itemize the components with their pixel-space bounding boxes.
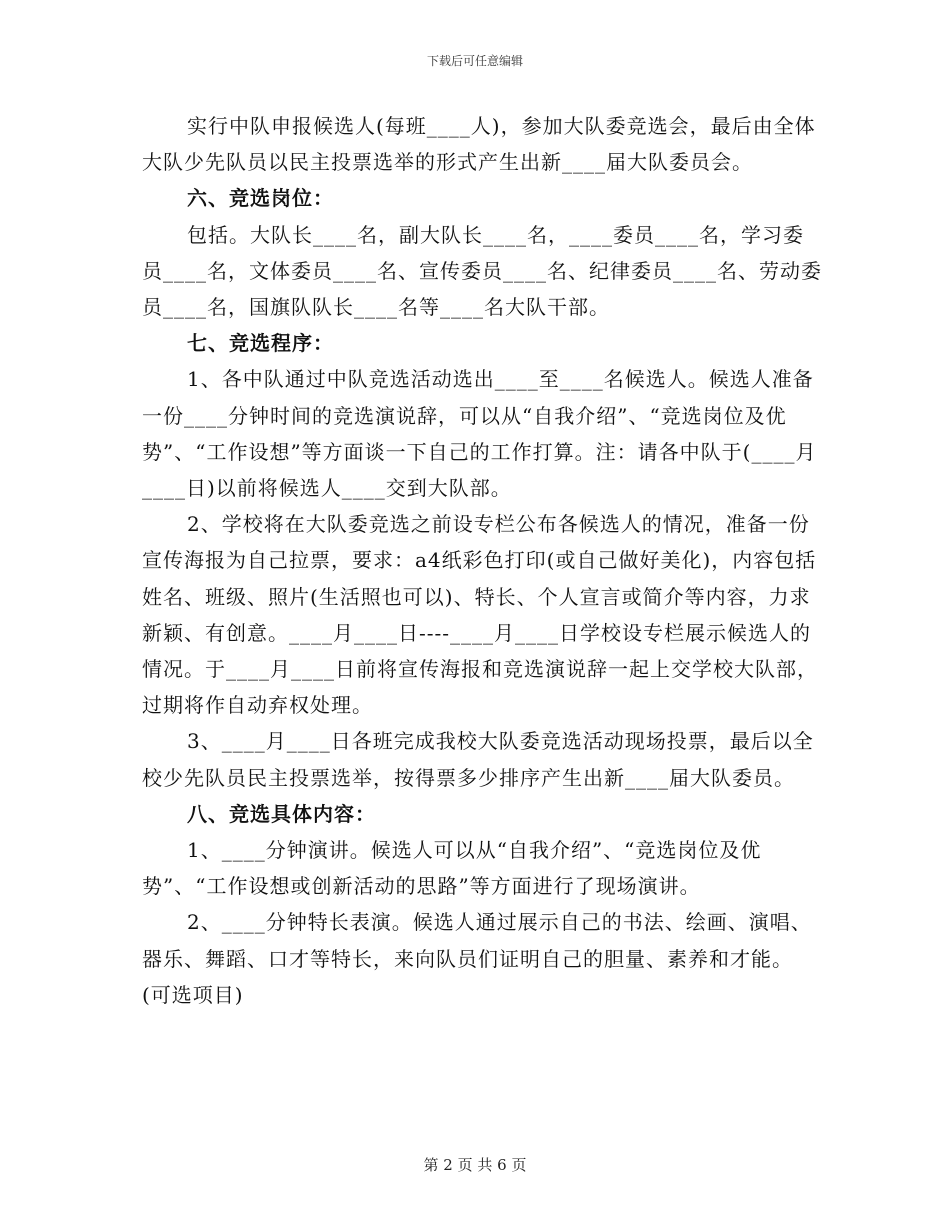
document-body <box>142 108 822 1013</box>
paragraph: 包括。大队长____名，副大队长____名，____委员____名，学习委员____名，文体委员____名、宣传委员____名、纪律委员____名、劳动委员____名，国旗队队长____名等____名大队干部。 <box>142 222 822 320</box>
header-note: 下载后可任意编辑 <box>426 54 523 68</box>
paragraph: 2、____分钟特长表演。候选人通过展示自己的书法、绘画、演唱、器乐、舞蹈、口才等特长，来向队员们证明自己的胆量、素养和才能。(可选项目) <box>142 910 812 1007</box>
page-number: 第 2 页 共 6 页 <box>423 1156 527 1174</box>
paragraph: 实行中队申报候选人(每班____人)，参加大队委竞选会，最后由全体大队少先队员以民主投票选举的形式产生出新____届大队委员会。 <box>142 114 816 175</box>
section-heading: 七、竞选程序： <box>187 331 334 356</box>
paragraph: 1、____分钟演讲。候选人可以从“自我介绍”、“竞选岗位及优势”、“工作设想或创新活动的思路”等方面进行了现场演讲。 <box>142 838 762 899</box>
paragraph: 3、____月____日各班完成我校大队委竞选活动现场投票，最后以全校少先队员民主投票选举，按得票多少排序产生出新____届大队委员。 <box>142 729 814 790</box>
paragraph: 1、各中队通过中队竞选活动选出____至____名候选人。候选人准备一份____分钟时间的竞选演说辞，可以从“自我介绍”、“竞选岗位及优势”、“工作设想”等方面谈一下自己的工作打算。注：请各中队于(____月____日)以前将候选人____交到大队部。 <box>142 367 817 501</box>
section-heading: 八、竞选具体内容： <box>187 801 376 826</box>
paragraph: 2、学校将在大队委竞选之前设专栏公布各候选人的情况，准备一份宣传海报为自己拉票，要求：a4纸彩色打印(或自己做好美化)，内容包括姓名、班级、照片(生活照也可以)、特长、个人宣言或简介等内容，力求新颖、有创意。____月____日----____月____日学校设专栏展示候选人的情况。于____月____日前将宣传海报和竞选演说辞一起上交学校大队部，过期将作自动弃权处理。 <box>142 512 818 718</box>
section-heading: 六、竞选岗位： <box>187 186 334 211</box>
